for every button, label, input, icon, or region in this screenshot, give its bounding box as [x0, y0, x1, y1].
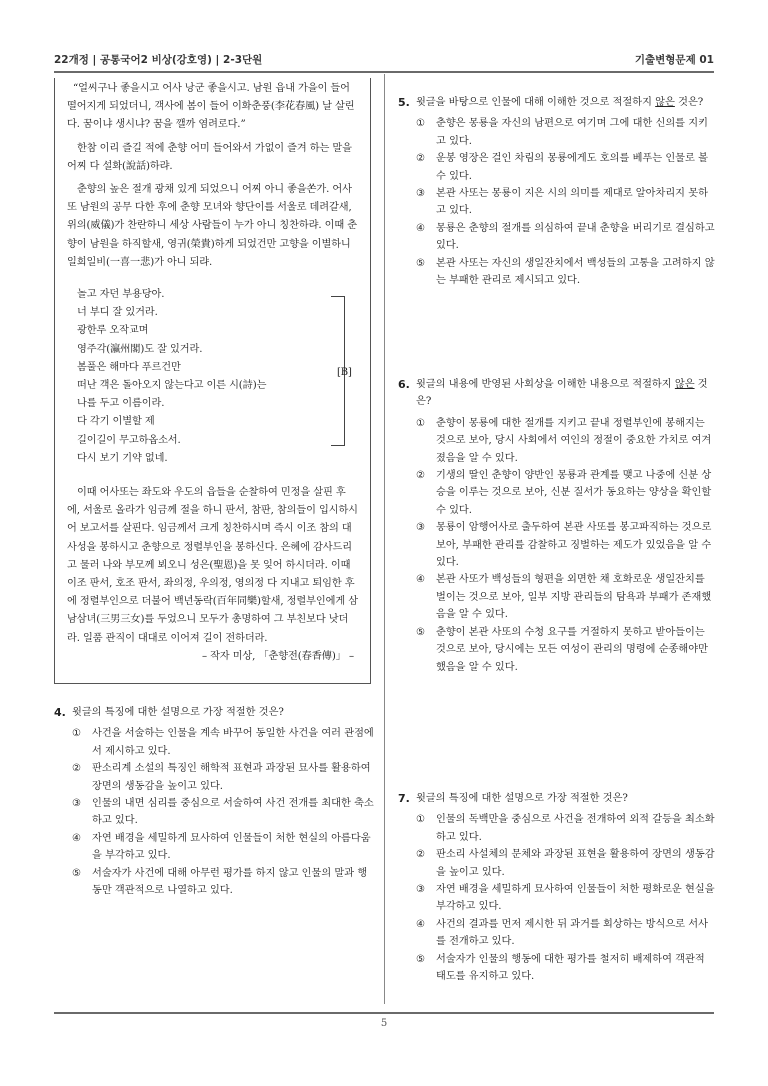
question-stem: 7. 윗글의 특징에 대한 설명으로 가장 적절한 것은? — [398, 790, 716, 807]
passage-source: – 작자 미상, 「춘향전(春香傳)」 – — [201, 650, 354, 662]
bracket-label: [B] — [337, 367, 352, 379]
choice-5[interactable]: ⑤ 춘향이 본관 사또의 수청 요구를 거절하지 못하고 받아들이는 것으로 보아, 당시에는 모든 여성이 관리의 명령에 순종해야만 했음을 알 수 있다. — [416, 626, 708, 673]
passage-paragraph-3: 춘향의 높은 절개 광채 있게 되었으니 어찌 아니 좋을쏜가. 어사또 남원의 공무 다한 후에 춘향 모녀와 향단이를 서울로 데려갈새, 위의(威儀)가 찬란하니 세상 사람들이 누가 아니 칭찬하랴. 이때 춘향이 남원을 하직할새, 영귀(榮貴)하게 되었건만 고향을 이별하니 일희일비(一喜一悲)가 아니 되랴. — [67, 184, 357, 268]
choice-2[interactable]: ② 기생의 딸인 춘향이 양반인 몽룡과 관계를 맺고 나중에 신분 상승을 이루는 것으로 보아, 신분 질서가 동요하는 양상을 확인할 수 있다. — [416, 470, 712, 516]
question-6 — [398, 376, 716, 676]
poem-line: 떠난 객은 돌아오지 않는다고 이른 시(詩)는 — [77, 379, 267, 391]
choice-3[interactable]: ③ 본관 사또는 몽룡이 지은 시의 의미를 제대로 알아차리지 못하고 있다. — [416, 188, 708, 217]
choice-1[interactable]: ① 인물의 독백만을 중심으로 사건을 전개하여 외적 갈등을 최소화하고 있다. — [416, 814, 715, 843]
course-info: 22개정 | 공통국어2 비상(강호영) | 2-3단원 — [54, 54, 263, 66]
bottom-rule — [54, 1012, 714, 1014]
question-4 — [54, 704, 374, 899]
page-number: 5 — [380, 1018, 388, 1029]
passage-paragraph-1: “얼씨구나 좋을시고 어사 낭군 좋을시고. 남원 읍내 가을이 들어 떨어지게 되었더니, 객사에 봄이 들어 이화춘풍(李花春風) 날 살린다. 꿈이냐 생시냐? 꿈을 깰까 염려로다.” — [67, 83, 355, 131]
passage-box — [54, 78, 371, 684]
choice-2[interactable]: ② 운봉 영장은 걸인 차림의 몽룡에게도 호의를 베푸는 인물로 볼 수 있다. — [416, 153, 708, 182]
page-header — [54, 52, 714, 72]
column-divider — [384, 74, 385, 1004]
poem-b — [77, 286, 358, 468]
poem-line: 광한루 오작교며 — [77, 325, 149, 337]
choice-1[interactable]: ① 사건을 서술하는 인물을 계속 바꾸어 동일한 사건을 여러 관점에서 제시하고 있다. — [72, 728, 374, 757]
choice-4[interactable]: ④ 몽룡은 춘향의 절개를 의심하여 끝내 춘향을 버리기로 결심하고 있다. — [416, 222, 715, 252]
question-5 — [398, 94, 716, 289]
choice-3[interactable]: ③ 몽룡이 암행어사로 출두하여 본관 사또를 봉고파직하는 것으로 보아, 부패한 관리를 감찰하고 징벌하는 제도가 있었음을 알 수 있다. — [416, 522, 712, 569]
choice-2[interactable]: ② 판소리 사설체의 문체와 과장된 표현을 활용하여 장면의 생동감을 높이고 있다. — [416, 849, 715, 878]
choice-4[interactable]: ④ 사건의 결과를 먼저 제시한 뒤 과거를 회상하는 방식으로 서사를 전개하고 있다. — [416, 918, 708, 948]
poem-line: 봄풀은 해마다 푸르건만 — [77, 361, 181, 373]
question-7 — [398, 790, 716, 985]
question-number: 5. — [398, 96, 410, 109]
choice-4[interactable]: ④ 본관 사또가 백성들의 형편을 외면한 채 호화로운 생일잔치를 벌이는 것으로 보아, 일부 지방 관리들의 탐욕과 부패가 존재했음을 알 수 있다. — [416, 574, 712, 621]
poem-line: 다시 보기 기약 없네. — [77, 452, 168, 464]
question-number: 6. — [398, 378, 410, 391]
choice-3[interactable]: ③ 인물의 내면 심리를 중심으로 서술하여 사건 전개를 최대한 축소하고 있다. — [72, 798, 374, 827]
choice-1[interactable]: ① 춘향은 몽룡을 자신의 남편으로 여기며 그에 대한 신의를 지키고 있다. — [416, 118, 708, 147]
choice-5[interactable]: ⑤ 서술자가 사건에 대해 아무런 평가를 하지 않고 인물의 말과 행동만 객관적으로 나열하고 있다. — [72, 867, 368, 897]
poem-line: 영주각(瀛州閣)도 잘 있거라. — [77, 343, 203, 355]
choice-3[interactable]: ③ 자연 배경을 세밀하게 묘사하여 인물들이 처한 평화로운 현실을 부각하고 있다. — [416, 884, 715, 913]
poem-line: 너 부디 잘 있거라. — [77, 307, 158, 319]
passage-paragraph-4: 이때 어사또는 좌도와 우도의 읍들을 순찰하여 민정을 살핀 후에, 서울로 올라가 임금께 절을 하니 판서, 참판, 참의들이 입시하시어 보고서를 살핀다. 임금께서 크게 칭찬하시며 즉시 이조 참의 대사성을 봉하시고 춘향으로 정렬부인을 봉하신다. 은혜에 감사드리고 물러 나와 부모께 뵈오니 성은(聖恩)을 못 잊어 하시더라. 이때 이조 판서, 호조 판서, 좌의정, 우의정, 영의정 다 지내고 퇴임한 후에 정렬부인으로 더불어 백년동락(百年同樂)할새, 정렬부인에게 삼남삼녀(三男三女)를 두었으니 모두가 총명하여 그 부친보다 낫더라. 일품 관직이 대대로 이어져 길이 전하더라. — [67, 486, 358, 644]
choice-2[interactable]: ② 판소리계 소설의 특징인 해학적 표현과 과장된 묘사를 활용하여 장면의 생동감을 높이고 있다. — [72, 763, 371, 792]
question-number: 4. — [54, 706, 66, 719]
question-stem: 4. 윗글의 특징에 대한 설명으로 가장 적절한 것은? — [54, 704, 374, 721]
choice-1[interactable]: ① 춘향이 몽룡에 대한 절개를 지키고 끝내 정렬부인에 봉해지는 것으로 보아, 당시 사회에서 여인의 정절이 중요한 가치로 여겨졌음을 알 수 있다. — [416, 417, 712, 464]
top-rule — [54, 71, 714, 73]
poem-line: 놀고 자던 부용당아. — [77, 289, 165, 301]
passage-paragraph-2: 한참 이리 즐길 적에 춘향 어미 들어와서 가없이 즐겨 하는 말을 어찌 다 설화(說話)하랴. — [67, 142, 352, 172]
worksheet-title: 기출변형문제 01 — [634, 54, 714, 66]
question-stem: 5. 윗글을 바탕으로 인물에 대해 이해한 것으로 적절하지 않은 것은? — [398, 94, 716, 111]
poem-line: 길이길이 무고하옵소서. — [77, 434, 181, 446]
poem-line: 다 각기 이별할 제 — [77, 416, 155, 428]
choice-4[interactable]: ④ 자연 배경을 세밀하게 묘사하여 인물들이 처한 현실의 아름다움을 부각하고 있다. — [72, 832, 371, 862]
question-stem: 6. 윗글의 내용에 반영된 사회상을 이해한 내용으로 적절하지 않은 것은? — [398, 378, 708, 408]
choice-5[interactable]: ⑤ 서술자가 인물의 행동에 대한 평가를 철저히 배제하여 객관적 태도를 유지하고 있다. — [416, 953, 705, 983]
question-number: 7. — [398, 792, 410, 805]
choice-5[interactable]: ⑤ 본관 사또는 자신의 생일잔치에서 백성들의 고통을 고려하지 않는 부패한 관리로 제시되고 있다. — [416, 257, 715, 287]
poem-line: 나를 두고 이름이라. — [77, 398, 165, 410]
